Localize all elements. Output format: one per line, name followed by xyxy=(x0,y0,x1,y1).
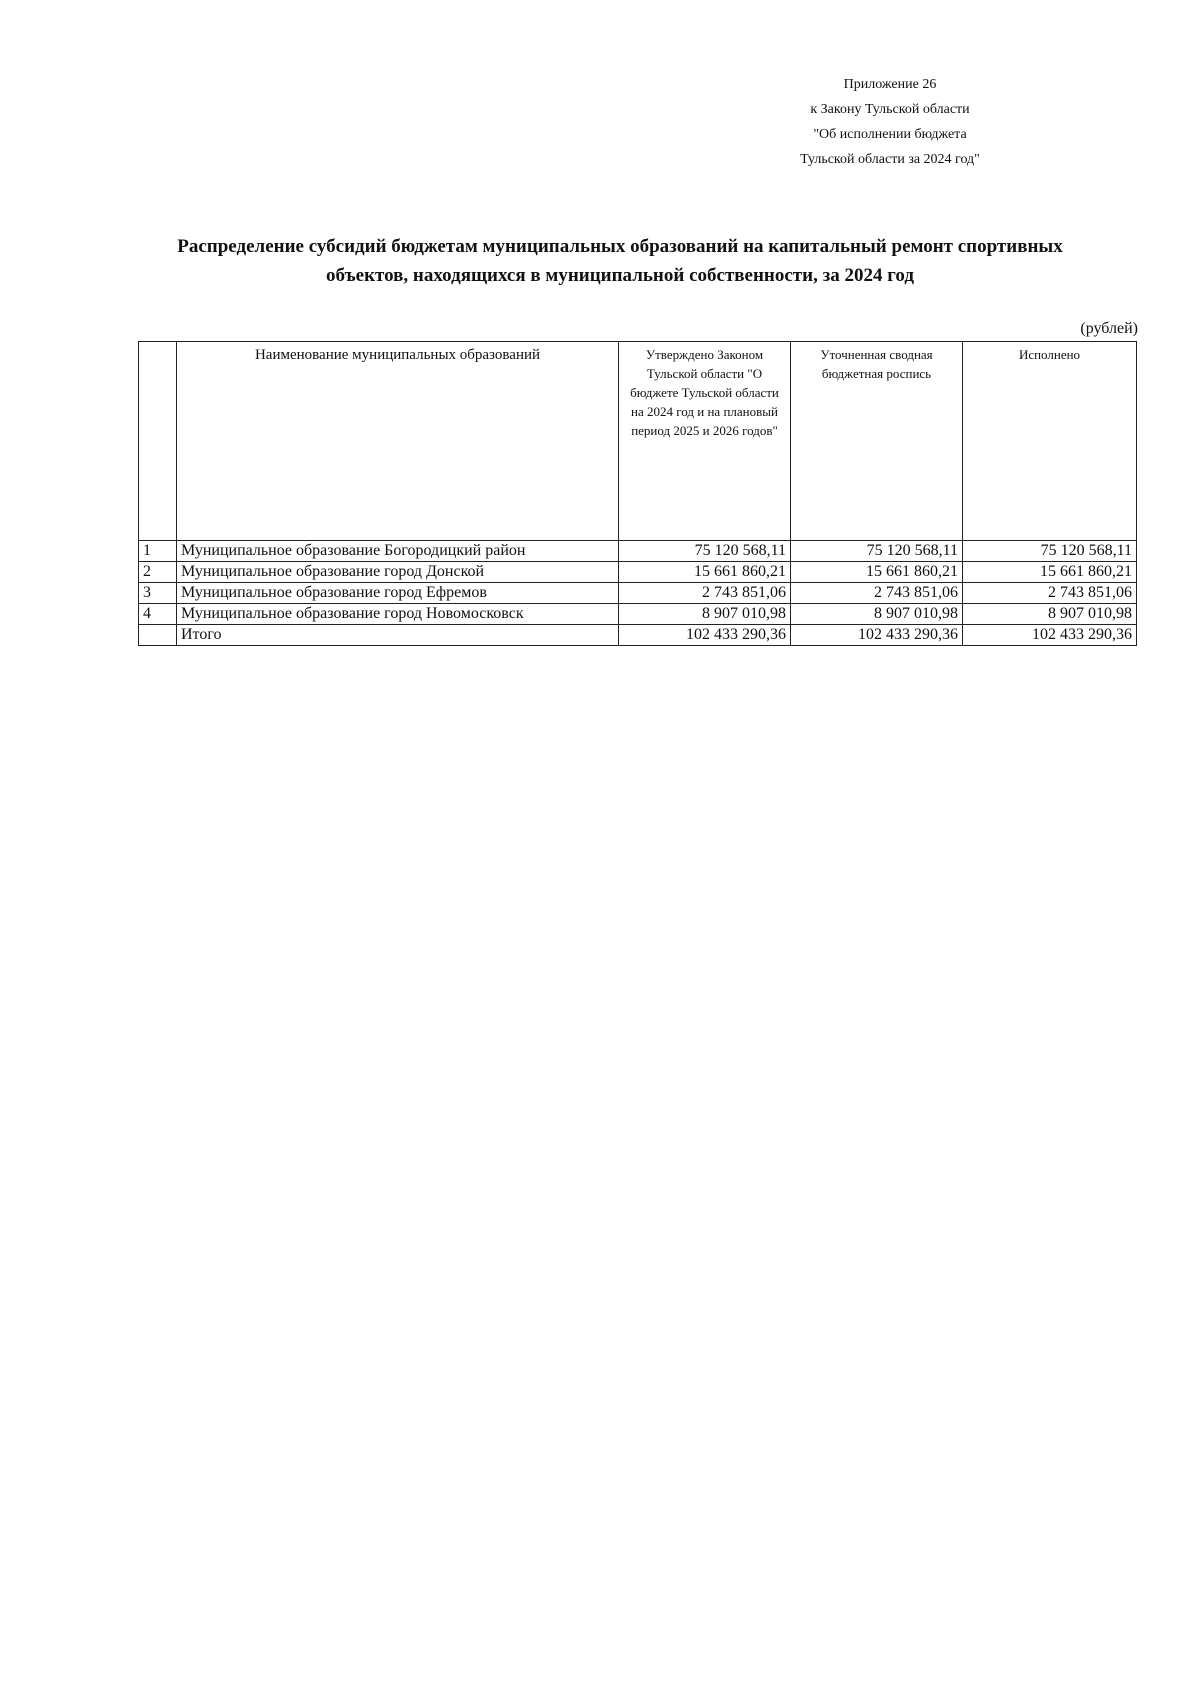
row-index: 3 xyxy=(139,583,177,604)
row-index: 1 xyxy=(139,541,177,562)
row-name: Муниципальное образование Богородицкий район xyxy=(177,541,619,562)
total-executed: 102 433 290,36 xyxy=(963,625,1137,646)
table-row xyxy=(139,583,1137,604)
title-line: объектов, находящихся в муниципальной собственности, за 2024 год xyxy=(326,265,914,286)
total-approved: 102 433 290,36 xyxy=(619,625,791,646)
subsidy-table xyxy=(138,341,1137,646)
table-header-row xyxy=(139,342,1137,541)
row-approved: 75 120 568,11 xyxy=(619,541,791,562)
appendix-line: к Закону Тульской области xyxy=(810,102,970,117)
document-title xyxy=(120,232,1120,290)
header-index xyxy=(139,342,177,541)
total-revised: 102 433 290,36 xyxy=(791,625,963,646)
table-row xyxy=(139,541,1137,562)
row-executed: 2 743 851,06 xyxy=(963,583,1137,604)
units-label: (рублей) xyxy=(1080,320,1138,337)
appendix-line: "Об исполнении бюджета xyxy=(813,127,967,142)
row-revised: 2 743 851,06 xyxy=(791,583,963,604)
header-revised: Уточненная сводная бюджетная роспись xyxy=(791,342,963,541)
row-index: 2 xyxy=(139,562,177,583)
total-index xyxy=(139,625,177,646)
appendix-line: Приложение 26 xyxy=(843,77,937,92)
table-row xyxy=(139,562,1137,583)
row-name: Муниципальное образование город Ефремов xyxy=(177,583,619,604)
appendix-reference xyxy=(760,72,1020,172)
row-revised: 8 907 010,98 xyxy=(791,604,963,625)
row-approved: 15 661 860,21 xyxy=(619,562,791,583)
row-approved: 2 743 851,06 xyxy=(619,583,791,604)
total-label: Итого xyxy=(177,625,619,646)
row-revised: 75 120 568,11 xyxy=(791,541,963,562)
row-name: Муниципальное образование город Новомосковск xyxy=(177,604,619,625)
row-executed: 15 661 860,21 xyxy=(963,562,1137,583)
appendix-line: Тульской области за 2024 год" xyxy=(800,152,980,167)
row-executed: 75 120 568,11 xyxy=(963,541,1137,562)
table-row xyxy=(139,604,1137,625)
header-approved: Утверждено Законом Тульской области "О бюджете Тульской области на 2024 год и на плановый период 2025 и 2026 годов" xyxy=(619,342,791,541)
header-executed: Исполнено xyxy=(963,342,1137,541)
header-name: Наименование муниципальных образований xyxy=(177,342,619,541)
table-total-row xyxy=(139,625,1137,646)
title-line: Распределение субсидий бюджетам муниципальных образований на капитальный ремонт спортивных xyxy=(177,236,1063,257)
row-index: 4 xyxy=(139,604,177,625)
row-approved: 8 907 010,98 xyxy=(619,604,791,625)
row-revised: 15 661 860,21 xyxy=(791,562,963,583)
row-name: Муниципальное образование город Донской xyxy=(177,562,619,583)
row-executed: 8 907 010,98 xyxy=(963,604,1137,625)
